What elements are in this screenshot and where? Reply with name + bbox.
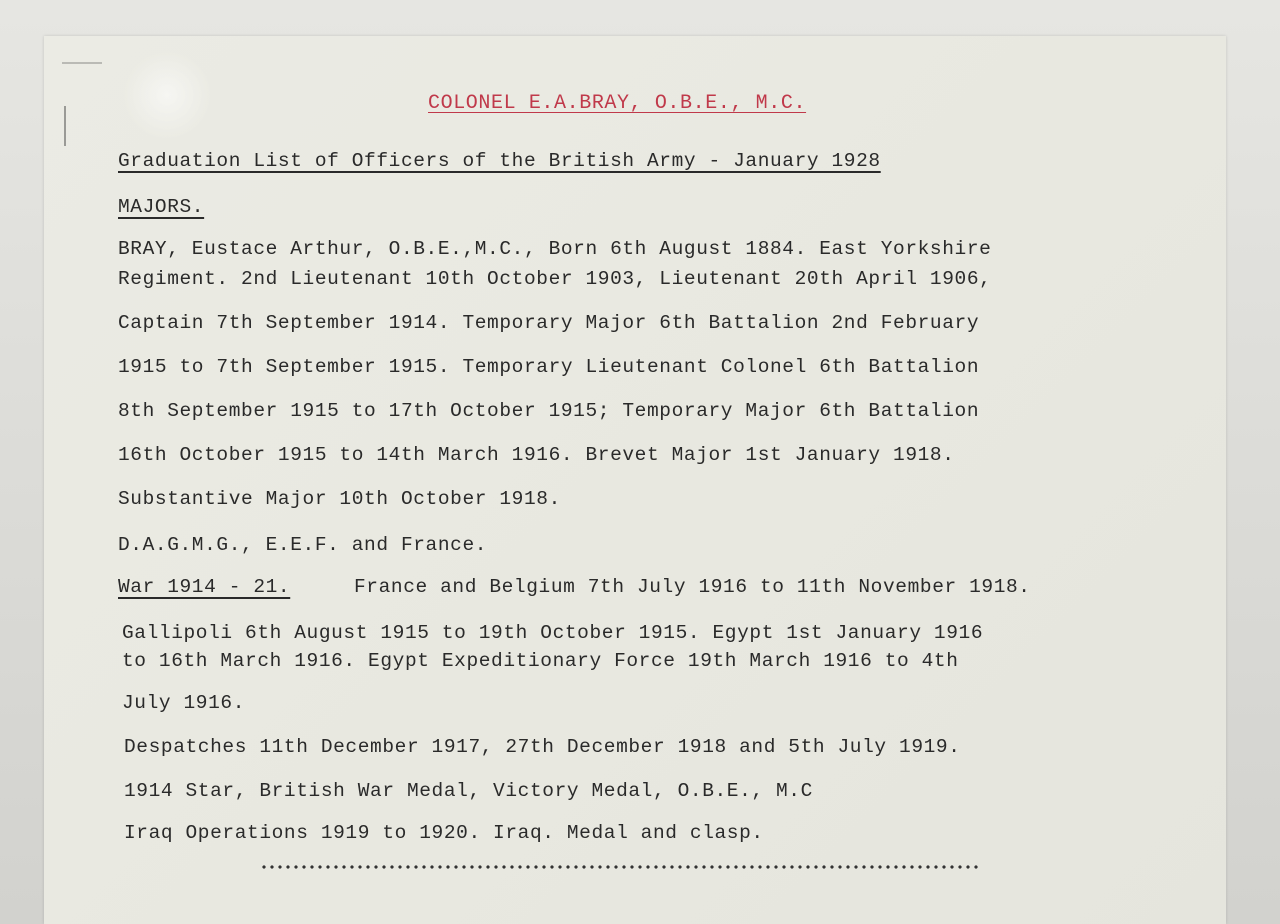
entry-line: Substantive Major 10th October 1918. <box>118 488 561 510</box>
corner-mark <box>62 62 102 64</box>
appointment-line: D.A.G.M.G., E.E.F. and France. <box>118 534 488 556</box>
dotted-rule <box>260 862 980 872</box>
medals-line: 1914 Star, British War Medal, Victory Medal, O.B.E., M.C <box>124 780 813 802</box>
entry-line: Captain 7th September 1914. Temporary Major 6th Battalion 2nd February <box>118 312 980 334</box>
war-line: France and Belgium 7th July 1916 to 11th November 1918. <box>354 576 1031 598</box>
entry-line: 8th September 1915 to 17th October 1915; Temporary Major 6th Battalion <box>118 400 980 422</box>
document-title: COLONEL E.A.BRAY, O.B.E., M.C. <box>428 92 807 115</box>
entry-line: 16th October 1915 to 14th March 1916. Brevet Major 1st January 1918. <box>118 444 955 466</box>
margin-mark <box>64 106 66 146</box>
war-label: War 1914 - 21. <box>118 576 291 598</box>
war-line: to 16th March 1916. Egypt Expeditionary Force 19th March 1916 to 4th <box>122 650 959 672</box>
entry-line: 1915 to 7th September 1915. Temporary Lieutenant Colonel 6th Battalion <box>118 356 980 378</box>
paper-smudge <box>122 50 212 140</box>
list-heading: Graduation List of Officers of the British Army - January 1928 <box>118 150 881 172</box>
war-line: July 1916. <box>122 692 246 714</box>
despatches-line: Despatches 11th December 1917, 27th December 1918 and 5th July 1919. <box>124 736 961 758</box>
section-heading: MAJORS. <box>118 196 205 218</box>
war-line: Gallipoli 6th August 1915 to 19th October 1915. Egypt 1st January 1916 <box>122 622 984 644</box>
entry-line: Regiment. 2nd Lieutenant 10th October 1903, Lieutenant 20th April 1906, <box>118 268 992 290</box>
entry-line: BRAY, Eustace Arthur, O.B.E.,M.C., Born 6th August 1884. East Yorkshire <box>118 238 992 260</box>
iraq-line: Iraq Operations 1919 to 1920. Iraq. Medal and clasp. <box>124 822 764 844</box>
typed-document-page <box>44 36 1226 924</box>
